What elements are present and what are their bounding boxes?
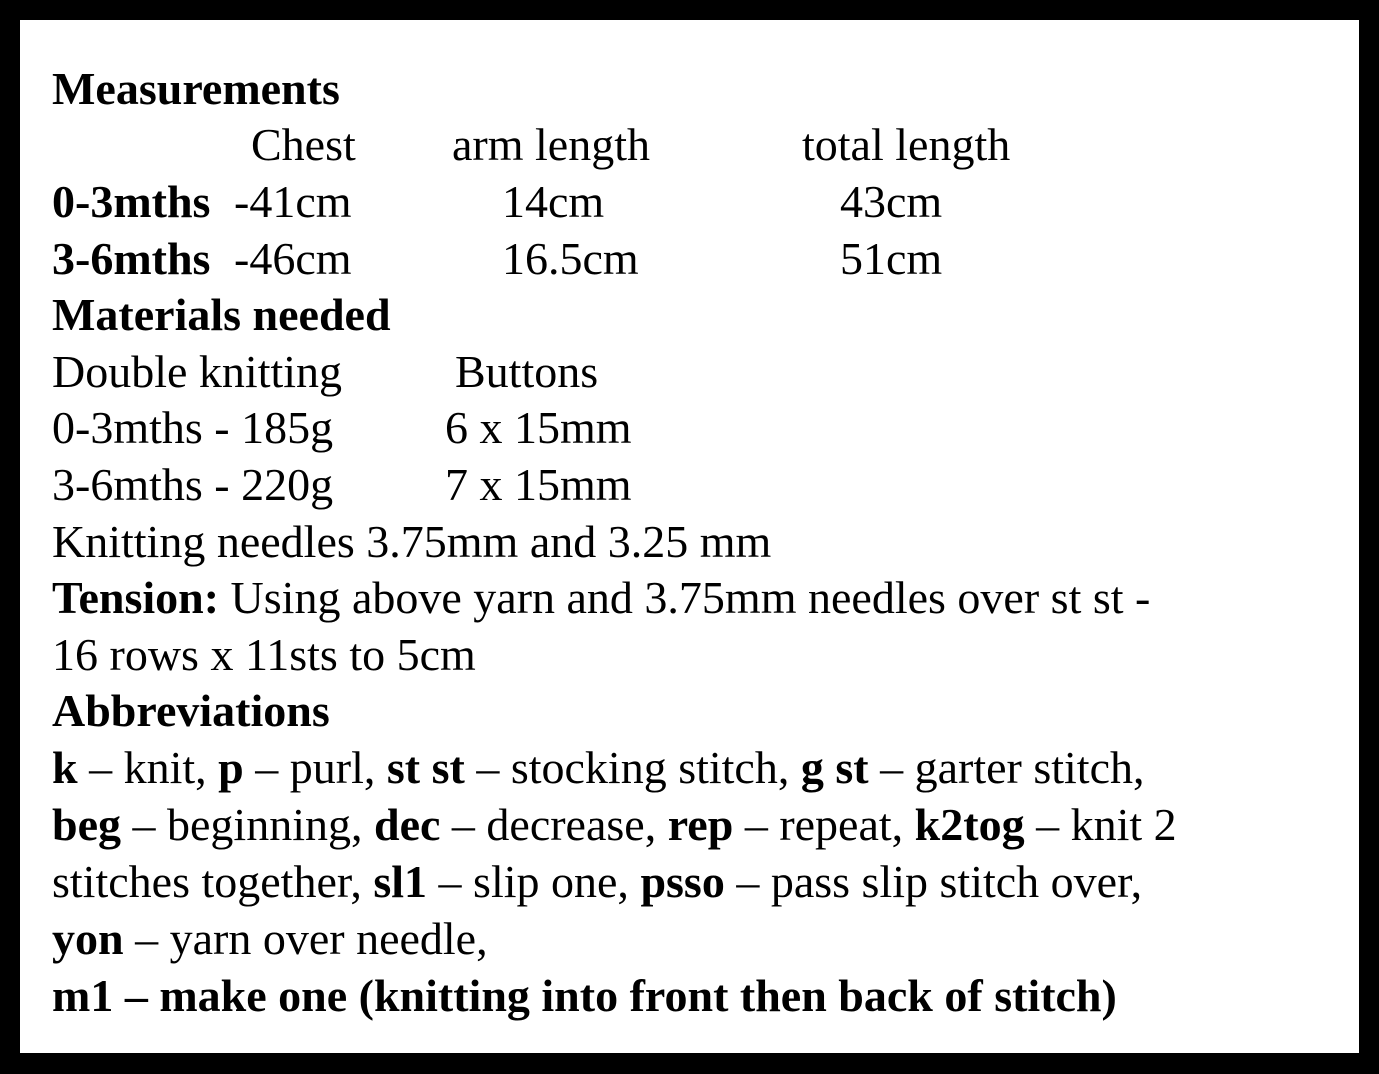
arm-length-value: 14cm: [502, 176, 605, 227]
chest-value: -46cm: [234, 233, 352, 284]
header-arm-length: arm length: [452, 119, 650, 170]
header-total-length: total length: [802, 119, 1011, 170]
abbr-meaning: – pass slip stitch over,: [736, 856, 1143, 907]
document-page: [20, 20, 1359, 1053]
size-label: 3-6mths: [52, 233, 211, 284]
abbr-term: yon: [52, 913, 124, 964]
abbr-term: k: [52, 742, 78, 793]
buttons-amount: 6 x 15mm: [445, 402, 632, 453]
needles-text: Knitting needles 3.75mm and 3.25 mm: [52, 516, 772, 567]
tension-text: Using above yarn and 3.75mm needles over st st -: [230, 572, 1151, 623]
abbr-term: rep: [667, 799, 734, 850]
yarn-amount: 3-6mths - 220g: [52, 459, 334, 510]
chest-value: -41cm: [234, 176, 352, 227]
header-double-knitting: Double knitting: [52, 346, 343, 397]
abbreviations-heading: Abbreviations: [52, 685, 330, 736]
abbreviations-line: [52, 740, 1145, 796]
tension-line: [52, 570, 1150, 626]
abbr-term: beg: [52, 799, 121, 850]
abbr-term: g st: [800, 742, 869, 793]
abbreviations-line: [52, 854, 1142, 910]
abbreviation-m1: m1 – make one (knitting into front then back of stitch): [52, 970, 1117, 1021]
cropped-line-fragment: [52, 1016, 1152, 1026]
buttons-amount: 7 x 15mm: [445, 459, 632, 510]
abbr-meaning: – beginning,: [132, 799, 363, 850]
abbr-meaning: – slip one,: [438, 856, 629, 907]
abbr-term: sl1: [373, 856, 428, 907]
abbr-term: p: [218, 742, 244, 793]
measurements-heading: Measurements: [52, 63, 340, 114]
abbr-meaning: – knit,: [89, 742, 207, 793]
arm-length-value: 16.5cm: [502, 233, 639, 284]
total-length-value: 43cm: [840, 176, 943, 227]
tension-text-continued: 16 rows x 11sts to 5cm: [52, 629, 476, 680]
abbr-meaning: – repeat,: [744, 799, 904, 850]
materials-heading: Materials needed: [52, 289, 391, 340]
abbr-term: dec: [373, 799, 441, 850]
yarn-amount: 0-3mths - 185g: [52, 402, 334, 453]
abbr-meaning: – yarn over needle,: [135, 913, 488, 964]
header-chest: Chest: [251, 119, 356, 170]
header-buttons: Buttons: [455, 346, 599, 397]
abbr-meaning: – decrease,: [451, 799, 657, 850]
size-label: 0-3mths: [52, 176, 211, 227]
abbr-meaning: – stocking stitch,: [476, 742, 790, 793]
abbr-meaning: stitches together,: [52, 856, 362, 907]
abbr-term: k2tog: [914, 799, 1025, 850]
tension-label: Tension:: [52, 572, 220, 623]
abbr-meaning: – garter stitch,: [880, 742, 1145, 793]
abbr-meaning: – knit 2: [1036, 799, 1177, 850]
total-length-value: 51cm: [840, 233, 943, 284]
abbreviations-line: [52, 911, 488, 967]
abbr-meaning: – purl,: [255, 742, 376, 793]
abbr-term: psso: [640, 856, 725, 907]
abbreviations-line: [52, 797, 1177, 853]
abbr-term: st st: [386, 742, 465, 793]
